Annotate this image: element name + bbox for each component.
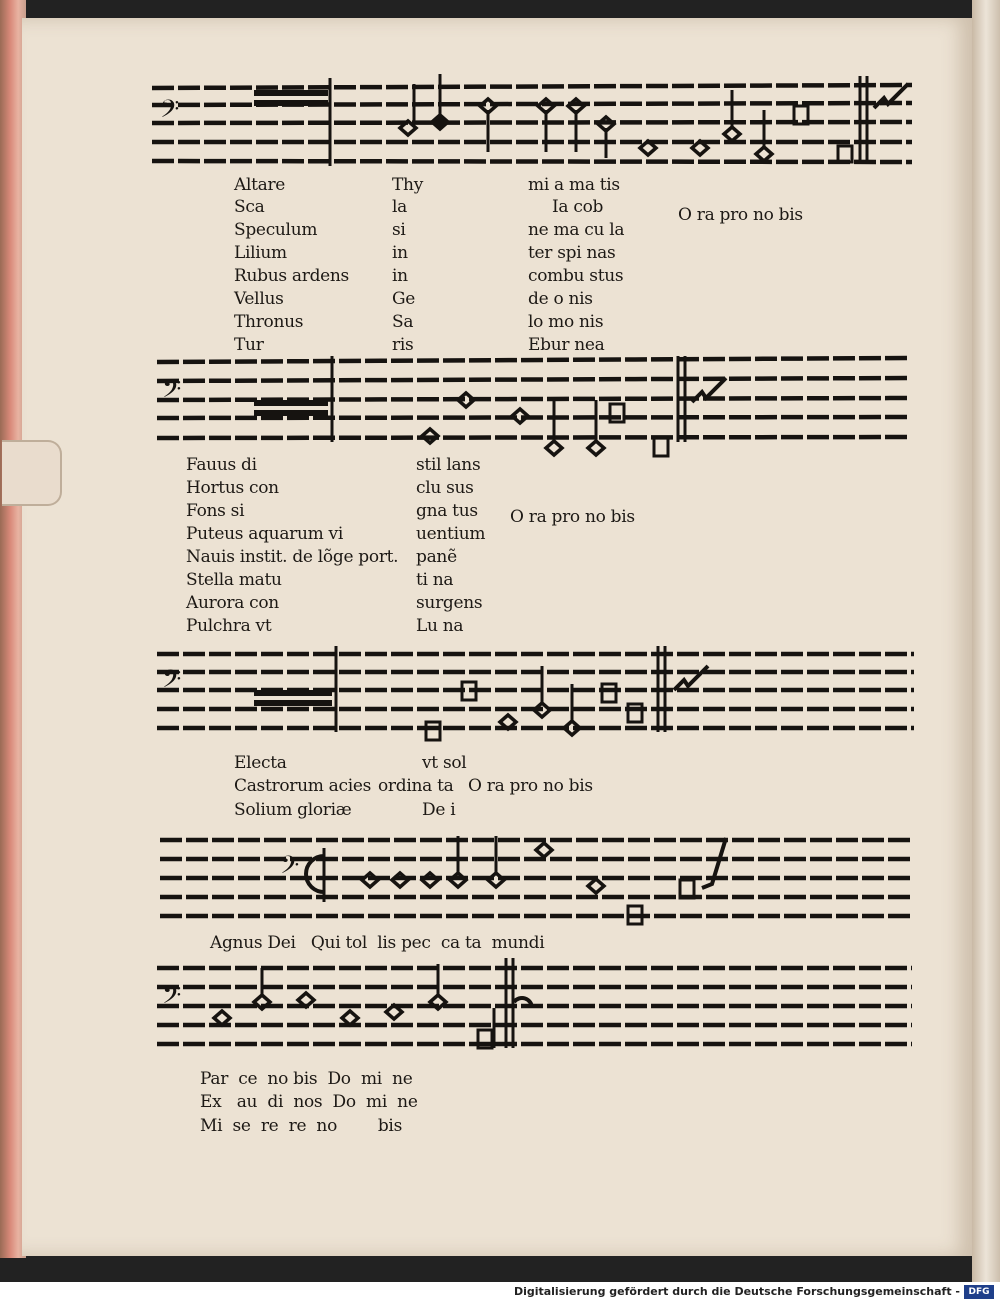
lyric-cell: Lu na	[416, 616, 464, 636]
lyric-cell: Vellus	[234, 289, 284, 309]
lyric-cell: Aurora con	[186, 593, 279, 613]
lyric-cell: stil lans	[416, 455, 481, 475]
lyric-cell: la	[392, 197, 407, 217]
lyric-cell: si	[392, 220, 406, 240]
lyric-cell: panẽ	[416, 547, 457, 567]
lyric-cell: mi a ma tis	[528, 175, 620, 195]
lyric-line: Ex au di nos Do mi ne	[200, 1092, 418, 1112]
refrain: O ra pro no bis	[468, 776, 593, 796]
lyric-cell: Sca	[234, 197, 265, 217]
funding-notice: Digitalisierung gefördert durch die Deutsche Forschungsgemeinschaft -	[513, 1285, 960, 1298]
lyric-cell: Speculum	[234, 220, 318, 240]
footer-bar	[0, 1282, 1000, 1303]
lyric-cell: ne ma cu la	[528, 220, 625, 240]
svg-text:𝄢: 𝄢	[280, 851, 300, 886]
lyric-cell: Thronus	[234, 312, 304, 332]
page-gutter	[972, 0, 1000, 1282]
lyric-cell: de o nis	[528, 289, 593, 309]
lyric-line: Par ce no bis Do mi ne	[200, 1069, 413, 1089]
lyric-cell: lo mo nis	[528, 312, 604, 332]
refrain: O ra pro no bis	[678, 205, 803, 225]
lyric-cell: vt sol	[422, 753, 467, 773]
svg-text:𝄢: 𝄢	[162, 665, 182, 700]
lyric-cell: Altare	[234, 175, 286, 195]
bookmark-tab	[2, 440, 62, 506]
lyric-cell: Tur	[234, 335, 264, 355]
lyric-cell: Sa	[392, 312, 414, 332]
lyric-cell: Solium gloriæ	[234, 800, 352, 820]
page	[22, 18, 974, 1256]
lyric-cell: combu stus	[528, 266, 624, 286]
dfg-logo: DFG	[964, 1285, 994, 1299]
lyric-cell: ordina ta	[378, 776, 454, 796]
lyric-cell: Pulchra vt	[186, 616, 272, 636]
lyric-cell: Ge	[392, 289, 416, 309]
lyric-cell: Lilium	[234, 243, 287, 263]
lyric-cell: ris	[392, 335, 414, 355]
lyric-cell: Fons si	[186, 501, 245, 521]
lyric-cell: Ia cob	[552, 197, 604, 217]
lyric-cell: Hortus con	[186, 478, 279, 498]
lyric-cell: ti na	[416, 570, 454, 590]
lyric-cell: Nauis instit. de lõge port.	[186, 547, 399, 567]
lyric-cell: Rubus ardens	[234, 266, 349, 286]
refrain: O ra pro no bis	[510, 507, 635, 527]
lyric-cell: clu sus	[416, 478, 474, 498]
lyric-cell: uentium	[416, 524, 486, 544]
lyric-line: Agnus Dei Qui tol lis pec ca ta mundi	[210, 933, 545, 953]
lyric-cell: Castrorum acies	[234, 776, 372, 796]
lyric-cell: in	[392, 266, 408, 286]
lyric-cell: Puteus aquarum vi	[186, 524, 343, 544]
lyric-cell: ter spi nas	[528, 243, 616, 263]
lyric-cell: Ebur nea	[528, 335, 605, 355]
music-notation	[22, 18, 974, 1256]
svg-text:𝄢: 𝄢	[160, 95, 180, 130]
lyric-cell: Thy	[392, 175, 423, 195]
lyric-line: Mi se re re no bis	[200, 1116, 402, 1136]
lyric-cell: gna tus	[416, 501, 478, 521]
lyric-cell: surgens	[416, 593, 483, 613]
svg-text:𝄢: 𝄢	[162, 981, 182, 1016]
lyric-cell: De i	[422, 800, 456, 820]
lyric-cell: in	[392, 243, 408, 263]
svg-text:𝄢: 𝄢	[162, 375, 182, 410]
lyric-cell: Fauus di	[186, 455, 257, 475]
lyric-cell: Stella matu	[186, 570, 282, 590]
lyric-cell: Electa	[234, 753, 287, 773]
